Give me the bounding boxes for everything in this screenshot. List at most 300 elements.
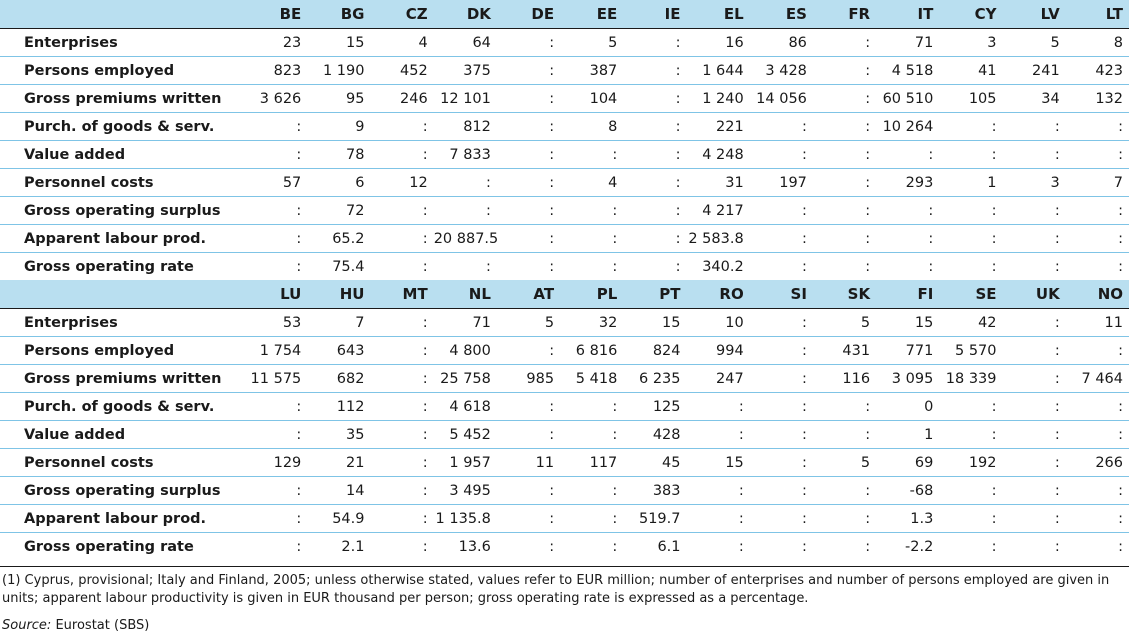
table-cell: 71 — [434, 309, 497, 337]
table-cell: 3 — [1003, 169, 1066, 197]
table-cell: : — [370, 393, 433, 421]
table-cell: 2.1 — [341, 538, 365, 555]
table-cell: 117 — [560, 449, 623, 477]
table-cell: : — [560, 421, 623, 449]
table-cell: 104 — [560, 85, 623, 113]
country-header: BG — [307, 0, 370, 29]
table-cell: 45 — [623, 449, 686, 477]
row-label: Persons employed — [0, 337, 244, 365]
table-cell: 387 — [560, 57, 623, 85]
table-cell: : — [1003, 309, 1066, 337]
table-cell: 20 887.5 — [434, 225, 497, 253]
country-header: UK — [1003, 280, 1066, 309]
table-cell: : — [370, 113, 433, 141]
table-cell: : — [370, 337, 433, 365]
table-cell: : — [750, 141, 813, 169]
row-label: Purch. of goods & serv. — [0, 393, 244, 421]
table-cell: 11 — [1066, 309, 1129, 337]
table-cell: 4 618 — [434, 393, 497, 421]
table-cell: 12 101 — [434, 85, 497, 113]
row-label: Apparent labour prod. — [0, 505, 244, 533]
table-cell: : — [370, 421, 433, 449]
table-cell: 11 — [497, 449, 560, 477]
table-cell: 32 — [560, 309, 623, 337]
row-label: Value added — [0, 141, 244, 169]
table-cell: 5 — [813, 449, 876, 477]
table-cell: 12 — [370, 169, 433, 197]
table-cell: 1 — [939, 169, 1002, 197]
table-row — [0, 113, 1129, 141]
table-cell: 71 — [876, 29, 939, 57]
table-row — [0, 85, 1129, 113]
header-corner — [0, 0, 244, 29]
table-cell: : — [1054, 538, 1060, 555]
table-cell: 6 816 — [560, 337, 623, 365]
table-cell: 682 — [307, 365, 370, 393]
country-header: PL — [560, 280, 623, 309]
table-cell: : — [623, 113, 686, 141]
table-cell: : — [497, 29, 560, 57]
country-header: CY — [939, 0, 1002, 29]
table-cell: : — [1066, 505, 1129, 533]
table-cell: : — [939, 113, 1002, 141]
table-cell: 18 339 — [939, 365, 1002, 393]
country-header: RO — [687, 280, 750, 309]
table-cell: 75.4 — [332, 258, 365, 275]
table-cell: 452 — [370, 57, 433, 85]
table-cell: : — [370, 141, 433, 169]
table-cell: 34 — [1003, 85, 1066, 113]
table-cell: 2 583.8 — [687, 225, 750, 253]
table-cell: : — [813, 225, 876, 253]
source-text: Eurostat (SBS) — [55, 618, 150, 633]
table-cell: : — [434, 197, 497, 225]
table-cell: 125 — [623, 393, 686, 421]
table-cell: : — [244, 421, 307, 449]
table-cell: : — [497, 393, 560, 421]
table-cell: 293 — [876, 169, 939, 197]
table-cell: 5 — [1003, 29, 1066, 57]
table-cell: 23 — [244, 29, 307, 57]
table-cell: : — [1003, 337, 1066, 365]
table-cell: : — [560, 197, 623, 225]
table-cell: : — [813, 477, 876, 505]
table-cell: 86 — [750, 29, 813, 57]
country-header: IT — [876, 0, 939, 29]
row-label: Gross premiums written — [0, 85, 244, 113]
table-cell: 4 800 — [434, 337, 497, 365]
row-label: Personnel costs — [0, 169, 244, 197]
table-cell: : — [370, 225, 433, 253]
table-cell: : — [991, 258, 997, 275]
table-cell: : — [939, 197, 1002, 225]
table-cell: 35 — [307, 421, 370, 449]
table-cell: 53 — [244, 309, 307, 337]
table-cell: : — [497, 477, 560, 505]
table-cell: : — [370, 477, 433, 505]
country-header: DK — [434, 0, 497, 29]
table-cell: 9 — [307, 113, 370, 141]
table-row — [0, 365, 1129, 393]
table-cell: : — [1003, 365, 1066, 393]
table-cell: 1 957 — [434, 449, 497, 477]
footnote: (1) Cyprus, provisional; Italy and Finland, 2005; unless otherwise stated, values refer to EUR million; number of enterprises and number of persons employed are given in units; apparent labour productivity is given in EUR thousand per person; gross operating rate is expressed as a percentage. — [2, 573, 1110, 606]
table-cell: 1 — [876, 421, 939, 449]
table-row — [0, 57, 1129, 85]
country-header: FR — [813, 0, 876, 29]
table-row — [0, 141, 1129, 169]
table-cell: 4 — [370, 29, 433, 57]
table-cell: -68 — [876, 477, 939, 505]
table-cell: 383 — [623, 477, 686, 505]
table-cell: 105 — [939, 85, 1002, 113]
table-cell: 7 833 — [434, 141, 497, 169]
table-cell: : — [370, 449, 433, 477]
table-cell: 25 758 — [434, 365, 497, 393]
source-label: Source: — [2, 618, 52, 633]
table-cell: 985 — [497, 365, 560, 393]
country-header: EL — [687, 0, 750, 29]
country-header-row — [0, 280, 1129, 309]
table-cell: : — [1066, 421, 1129, 449]
table-cell: 5 — [497, 309, 560, 337]
table-cell: : — [370, 365, 433, 393]
table-cell: : — [750, 197, 813, 225]
table-cell: 643 — [307, 337, 370, 365]
table-cell: 6 235 — [623, 365, 686, 393]
table-cell: : — [1003, 421, 1066, 449]
table-row — [0, 505, 1129, 533]
table-cell: : — [1003, 477, 1066, 505]
table-row — [0, 309, 1129, 337]
table-cell: : — [1066, 337, 1129, 365]
table-cell: : — [434, 169, 497, 197]
table-cell: : — [497, 505, 560, 533]
table-row — [0, 225, 1129, 253]
table-cell: 132 — [1066, 85, 1129, 113]
row-label: Personnel costs — [0, 449, 244, 477]
table-cell: : — [939, 141, 1002, 169]
table-cell: : — [623, 197, 686, 225]
table-cell: : — [612, 258, 618, 275]
table-cell: : — [1066, 225, 1129, 253]
table-cell: 247 — [687, 365, 750, 393]
row-label: Purch. of goods & serv. — [0, 113, 244, 141]
table-cell: 4 — [560, 169, 623, 197]
table-cell: : — [623, 169, 686, 197]
row-label: Apparent labour prod. — [0, 225, 244, 253]
country-header: PT — [623, 280, 686, 309]
table-cell: 6.1 — [657, 538, 681, 555]
row-label: Enterprises — [0, 29, 244, 57]
table-cell: 95 — [307, 85, 370, 113]
table-cell: : — [422, 258, 428, 275]
table-row — [0, 169, 1129, 197]
table-cell: 129 — [244, 449, 307, 477]
table-cell: : — [675, 258, 681, 275]
table-cell: 5 570 — [939, 337, 1002, 365]
table-cell: 116 — [813, 365, 876, 393]
table-cell: 3 095 — [876, 365, 939, 393]
table-footer — [0, 566, 1129, 635]
country-header: NO — [1066, 280, 1129, 309]
table-cell: : — [802, 538, 807, 555]
table-cell: : — [560, 477, 623, 505]
table-cell: : — [623, 85, 686, 113]
table-cell: : — [939, 393, 1002, 421]
table-cell: : — [549, 538, 555, 555]
table-cell: 4 248 — [687, 141, 750, 169]
table-cell: : — [939, 421, 1002, 449]
table-row — [0, 197, 1129, 225]
table-cell: : — [370, 197, 433, 225]
table-cell: 57 — [244, 169, 307, 197]
country-header: SI — [750, 280, 813, 309]
table-cell: 15 — [876, 309, 939, 337]
table-cell: : — [244, 477, 307, 505]
table-cell: 7 464 — [1066, 365, 1129, 393]
table-cell: 5 418 — [560, 365, 623, 393]
table-cell: 3 495 — [434, 477, 497, 505]
source-line — [2, 617, 1129, 635]
table-cell: : — [813, 197, 876, 225]
table-cell: : — [750, 225, 813, 253]
table-cell: 241 — [1003, 57, 1066, 85]
table-cell: : — [497, 141, 560, 169]
table-cell: 375 — [434, 57, 497, 85]
table-cell: 42 — [939, 309, 1002, 337]
table-cell: : — [244, 141, 307, 169]
table-cell: 812 — [434, 113, 497, 141]
table-cell: 1 190 — [307, 57, 370, 85]
table-cell: : — [1003, 393, 1066, 421]
table-cell: : — [876, 141, 939, 169]
table-cell: 21 — [307, 449, 370, 477]
table-cell: : — [1066, 141, 1129, 169]
table-cell: 428 — [623, 421, 686, 449]
table-cell: 266 — [1066, 449, 1129, 477]
row-label: Value added — [0, 421, 244, 449]
table-cell: 54.9 — [307, 505, 370, 533]
table-cell: 15 — [307, 29, 370, 57]
table-cell: : — [1066, 113, 1129, 141]
country-header: LV — [1003, 0, 1066, 29]
country-header: DE — [497, 0, 560, 29]
table-row — [0, 253, 1129, 281]
table-cell: : — [750, 365, 813, 393]
table-cell: 246 — [370, 85, 433, 113]
table-cell: : — [623, 57, 686, 85]
table-cell: 0 — [876, 393, 939, 421]
table-cell: 64 — [434, 29, 497, 57]
table-row — [0, 337, 1129, 365]
header-corner — [0, 280, 244, 309]
table-cell: : — [296, 258, 302, 275]
table-cell: 15 — [687, 449, 750, 477]
table-cell: 5 — [560, 29, 623, 57]
table-cell: : — [813, 29, 876, 57]
table-cell: 340.2 — [702, 258, 744, 275]
table-cell: 60 510 — [876, 85, 939, 113]
table-cell: : — [497, 421, 560, 449]
table-cell: 4 518 — [876, 57, 939, 85]
table-cell: : — [560, 141, 623, 169]
table-cell: 519.7 — [623, 505, 686, 533]
table-cell: : — [813, 505, 876, 533]
table-cell: 197 — [750, 169, 813, 197]
table-cell: : — [1066, 477, 1129, 505]
row-label: Gross operating surplus — [0, 197, 244, 225]
table-row — [0, 421, 1129, 449]
table-cell: 13.6 — [458, 538, 491, 555]
table-cell: 15 — [623, 309, 686, 337]
table-cell: : — [939, 505, 1002, 533]
table-row — [0, 477, 1129, 505]
table-cell: : — [750, 393, 813, 421]
table-cell: 3 — [939, 29, 1002, 57]
table-cell: 1 135.8 — [434, 505, 497, 533]
table-cell: : — [687, 393, 750, 421]
country-header: LU — [244, 280, 307, 309]
table-cell: 72 — [307, 197, 370, 225]
table-cell: 5 — [813, 309, 876, 337]
table-cell: : — [244, 505, 307, 533]
country-header: ES — [750, 0, 813, 29]
table-cell: 431 — [813, 337, 876, 365]
table-cell: : — [813, 57, 876, 85]
table-cell: : — [813, 141, 876, 169]
table-cell: : — [623, 29, 686, 57]
table-cell: : — [1118, 258, 1123, 275]
table-cell: : — [623, 141, 686, 169]
country-header: HU — [307, 280, 370, 309]
table-cell: 65.2 — [307, 225, 370, 253]
table-cell: 14 — [307, 477, 370, 505]
table-cell: : — [1003, 449, 1066, 477]
table-cell: 823 — [244, 57, 307, 85]
table-cell: 1 644 — [687, 57, 750, 85]
row-label: Gross operating surplus — [0, 477, 244, 505]
table-cell: 7 — [307, 309, 370, 337]
row-label: Gross premiums written — [0, 365, 244, 393]
table-cell: 7 — [1066, 169, 1129, 197]
table-cell: : — [296, 538, 302, 555]
table-cell: : — [497, 85, 560, 113]
table-cell: : — [813, 85, 876, 113]
table-cell: : — [560, 393, 623, 421]
table-cell: : — [623, 225, 686, 253]
table-cell: 423 — [1066, 57, 1129, 85]
table-cell: : — [865, 258, 871, 275]
table-cell: : — [738, 538, 744, 555]
table-cell: : — [1054, 258, 1060, 275]
country-header: AT — [497, 280, 560, 309]
country-header: NL — [434, 280, 497, 309]
table-cell: 1.3 — [876, 505, 939, 533]
table-cell: 10 264 — [876, 113, 939, 141]
table-cell: : — [750, 309, 813, 337]
table-cell: : — [244, 393, 307, 421]
table-cell: : — [497, 113, 560, 141]
table-cell: : — [1003, 113, 1066, 141]
country-header: EE — [560, 0, 623, 29]
country-header: FI — [876, 280, 939, 309]
table-cell: : — [813, 169, 876, 197]
table-cell: 192 — [939, 449, 1002, 477]
table-cell: : — [497, 197, 560, 225]
table-cell: : — [612, 538, 618, 555]
table-cell: 14 056 — [750, 85, 813, 113]
table-cell: : — [687, 421, 750, 449]
table-cell: : — [813, 113, 876, 141]
table-cell: : — [244, 113, 307, 141]
country-header: BE — [244, 0, 307, 29]
table-cell: : — [802, 258, 807, 275]
table-cell: : — [1003, 505, 1066, 533]
table-cell: : — [370, 309, 433, 337]
table-cell: : — [560, 225, 623, 253]
country-header: SE — [939, 280, 1002, 309]
table-cell: : — [750, 505, 813, 533]
table-cell: : — [750, 113, 813, 141]
table-row — [0, 393, 1129, 421]
table-cell: : — [497, 57, 560, 85]
table-cell: : — [497, 337, 560, 365]
table-cell: : — [1003, 197, 1066, 225]
table-cell: : — [750, 449, 813, 477]
table-cell: 3 626 — [244, 85, 307, 113]
table-cell: : — [1003, 225, 1066, 253]
table-cell: 16 — [687, 29, 750, 57]
table-cell: : — [750, 477, 813, 505]
table-cell: 771 — [876, 337, 939, 365]
table-cell: : — [244, 225, 307, 253]
table-cell: : — [370, 505, 433, 533]
table-cell: 1 240 — [687, 85, 750, 113]
table-cell: : — [497, 225, 560, 253]
table-cell: : — [497, 169, 560, 197]
table-cell: : — [549, 258, 555, 275]
table-cell: 1 754 — [244, 337, 307, 365]
row-label: Gross operating rate — [24, 258, 194, 275]
table-cell: : — [687, 477, 750, 505]
country-header: SK — [813, 280, 876, 309]
table-cell: : — [244, 197, 307, 225]
table-cell: : — [1003, 141, 1066, 169]
country-header: IE — [623, 0, 686, 29]
row-label: Gross operating rate — [24, 538, 194, 555]
table-cell: 824 — [623, 337, 686, 365]
row-label: Enterprises — [0, 309, 244, 337]
table-cell: 31 — [687, 169, 750, 197]
table-cell: : — [991, 538, 997, 555]
table-cell: : — [687, 505, 750, 533]
table-cell: : — [865, 538, 871, 555]
table-row — [0, 449, 1129, 477]
table-cell: : — [486, 258, 491, 275]
table-cell: : — [928, 258, 934, 275]
table-cell: : — [1066, 393, 1129, 421]
country-header-row — [0, 0, 1129, 29]
table-cell: 4 217 — [687, 197, 750, 225]
table-cell: 78 — [307, 141, 370, 169]
table-cell: 112 — [307, 393, 370, 421]
table-cell: 994 — [687, 337, 750, 365]
table-cell: 11 575 — [244, 365, 307, 393]
table-cell: : — [1066, 197, 1129, 225]
table-cell: : — [560, 505, 623, 533]
table-cell: 69 — [876, 449, 939, 477]
